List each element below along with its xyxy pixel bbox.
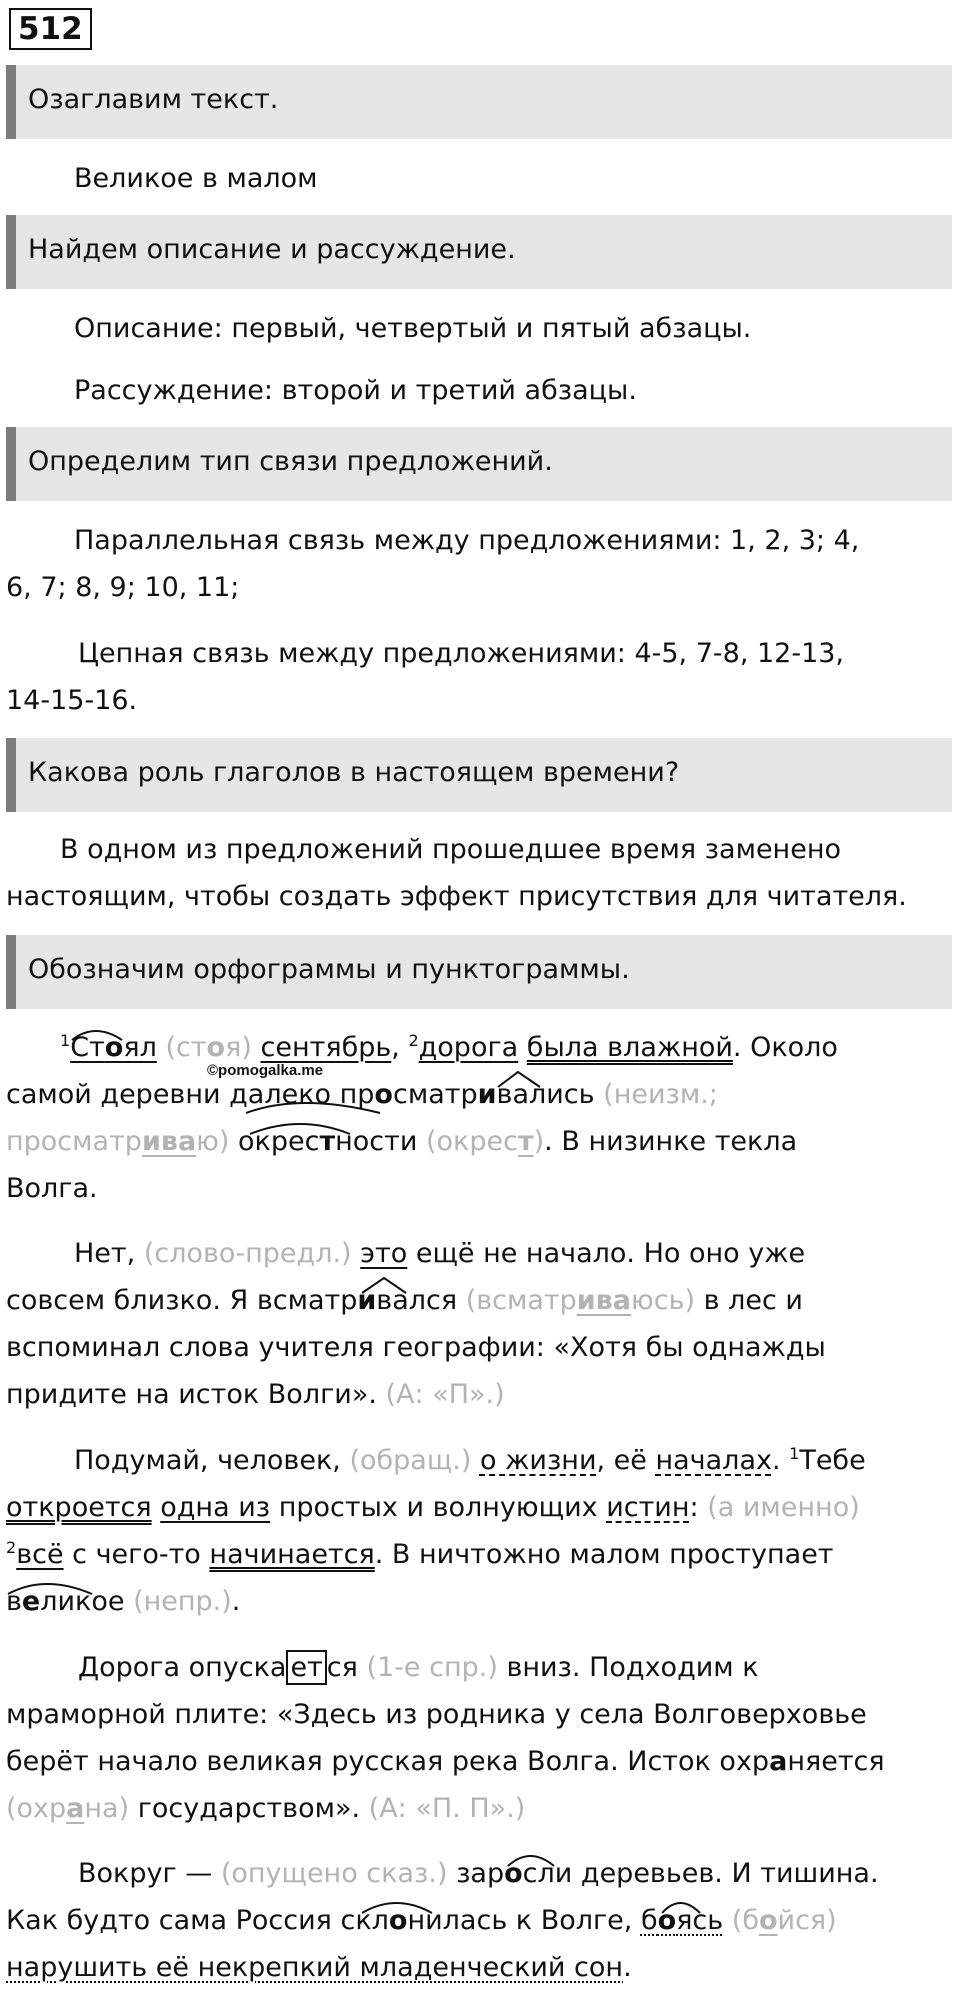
object-words: о жизни: [479, 1445, 597, 1476]
subject-word: это: [360, 1238, 408, 1269]
subject-word: сентябрь: [260, 1032, 392, 1063]
p1-line-2: самой деревни далеко просматривались (неизм.;: [6, 1079, 718, 1110]
verbs-line-1: В одном из предложений прошедшее время заменено: [60, 834, 841, 865]
subject-word: Стоял: [70, 1032, 157, 1063]
word-with-root: великое: [6, 1586, 125, 1617]
section-heading-verbs: [6, 738, 952, 812]
spelling-note: (опущено сказ.): [220, 1858, 448, 1889]
subject-word: дорога: [418, 1032, 519, 1063]
description-line: Описание: первый, четвертый и пятый абзацы.: [74, 313, 752, 344]
title-answer: Великое в малом: [74, 163, 318, 194]
p3-line-3: $^2$всё с чего-то начинается. В ничтожно малом проступает: [6, 1538, 834, 1570]
p4-line-3: берёт начало великая русская река Волга. Исток охраняется: [6, 1746, 885, 1777]
spelling-note: (обращ.): [349, 1445, 472, 1476]
spelling-note: (стоя): [165, 1032, 252, 1063]
subject-words: одна из: [160, 1492, 271, 1523]
word-with-morpheme: окрестности: [238, 1126, 418, 1157]
spelling-note: (1-е спр.): [366, 1652, 498, 1683]
spelling-note: (бойся): [731, 1905, 837, 1936]
p1-line-1: $^1$Стоял (стоя) сентябрь, $^2$дорога была влажной. Около: [60, 1031, 838, 1063]
predicate-word: откроется: [6, 1492, 152, 1523]
spelling-note: (охрана): [6, 1793, 130, 1824]
spelling-note: (А: «П. П».): [368, 1793, 526, 1824]
spelling-note: (неизм.;: [603, 1079, 718, 1110]
exercise-number: 512: [9, 8, 92, 50]
p3-line-2: откроется одна из простых и волнующих истин: (а именно): [6, 1492, 860, 1523]
sentence-number: 1: [60, 1031, 71, 1050]
predicate-words: была влажной: [526, 1032, 733, 1063]
spelling-note: (окрест): [426, 1126, 545, 1157]
spelling-note: (непр.): [133, 1586, 232, 1617]
p3-line-1: Подумай, человек, (обращ.) о жизни, её началах. $^1$Тебе: [74, 1444, 866, 1476]
p5-line-2: Как будто сама Россия склонилась к Волге, боясь (бойся): [6, 1905, 837, 1936]
p4-line-4: (охрана) государством». (А: «П. П».): [6, 1793, 526, 1824]
heading-text: Найдем описание и рассуждение.: [28, 234, 516, 265]
p1-line-3: просматриваю) окрестности (окрест). В низинке текла: [6, 1126, 798, 1157]
section-heading-links: [6, 427, 952, 501]
heading-text: Озаглавим текст.: [28, 84, 279, 115]
spelling-note: (А: «П».): [385, 1379, 505, 1410]
watermark: ©pomogalka.me: [207, 1062, 324, 1079]
heading-text: Какова роль глаголов в настоящем времени?: [28, 757, 680, 788]
spelling-note: (всматриваюсь): [465, 1285, 696, 1316]
verbs-line-2: настоящим, чтобы создать эффект присутствия для читателя.: [6, 881, 907, 912]
p4-line-2: мраморной плите: «Здесь из родника у села Волговерховье: [6, 1699, 867, 1730]
sentence-number: 2: [6, 1538, 17, 1557]
spelling-note: (а именно): [707, 1492, 860, 1523]
p2-line-1: Нет, (слово-предл.) это ещё не начало. Но оно уже: [74, 1238, 806, 1269]
parallel-line-2: 6, 7; 8, 9; 10, 11;: [6, 572, 240, 603]
object-word: началах: [655, 1445, 772, 1476]
p1-line-4: Волга.: [6, 1173, 98, 1204]
adverbial-words: нарушить её некрепкий младенческий сон: [6, 1952, 624, 1983]
p2-line-2: совсем близко. Я всматривался (всматриваюсь) в лес и: [6, 1285, 803, 1316]
p3-line-4: великое (непр.).: [6, 1586, 241, 1617]
subject-word: всё: [16, 1539, 64, 1570]
section-heading-spelling: [6, 935, 952, 1009]
sentence-number: 2: [408, 1031, 419, 1050]
section-heading-title: [6, 65, 952, 139]
p2-line-4: придите на исток Волги». (А: «П».): [6, 1379, 505, 1410]
p5-line-1: Вокруг — (опущено сказ.) заросли деревьев. И тишина.: [78, 1858, 879, 1889]
p2-line-3: вспоминал слова учителя географии: «Хотя бы однажды: [6, 1332, 826, 1363]
object-word: истин: [606, 1492, 690, 1523]
heading-text: Определим тип связи предложений.: [28, 446, 553, 477]
parallel-line-1: Параллельная связь между предложениями: 1, 2, 3; 4,: [74, 525, 860, 556]
reasoning-line: Рассуждение: второй и третий абзацы.: [74, 375, 637, 406]
spelling-note: (слово-предл.): [143, 1238, 352, 1269]
spelling-note: просматриваю): [6, 1126, 230, 1157]
chain-line-2: 14-15-16.: [6, 685, 138, 716]
predicate-word: начинается: [209, 1539, 375, 1570]
p4-line-1: Дорога опуска ет ся (1-е спр.) вниз. Подходим к: [78, 1652, 759, 1683]
adverbial-words: боясь: [640, 1905, 724, 1936]
heading-text: Обозначим орфограммы и пунктограммы.: [28, 954, 630, 985]
section-heading-types: [6, 215, 952, 289]
sentence-number: 1: [789, 1444, 800, 1463]
ending-box: ет: [286, 1650, 326, 1685]
chain-line-1: Цепная связь между предложениями: 4-5, 7-8, 12-13,: [78, 638, 845, 669]
p5-line-3: нарушить её некрепкий младенческий сон.: [6, 1952, 632, 1983]
